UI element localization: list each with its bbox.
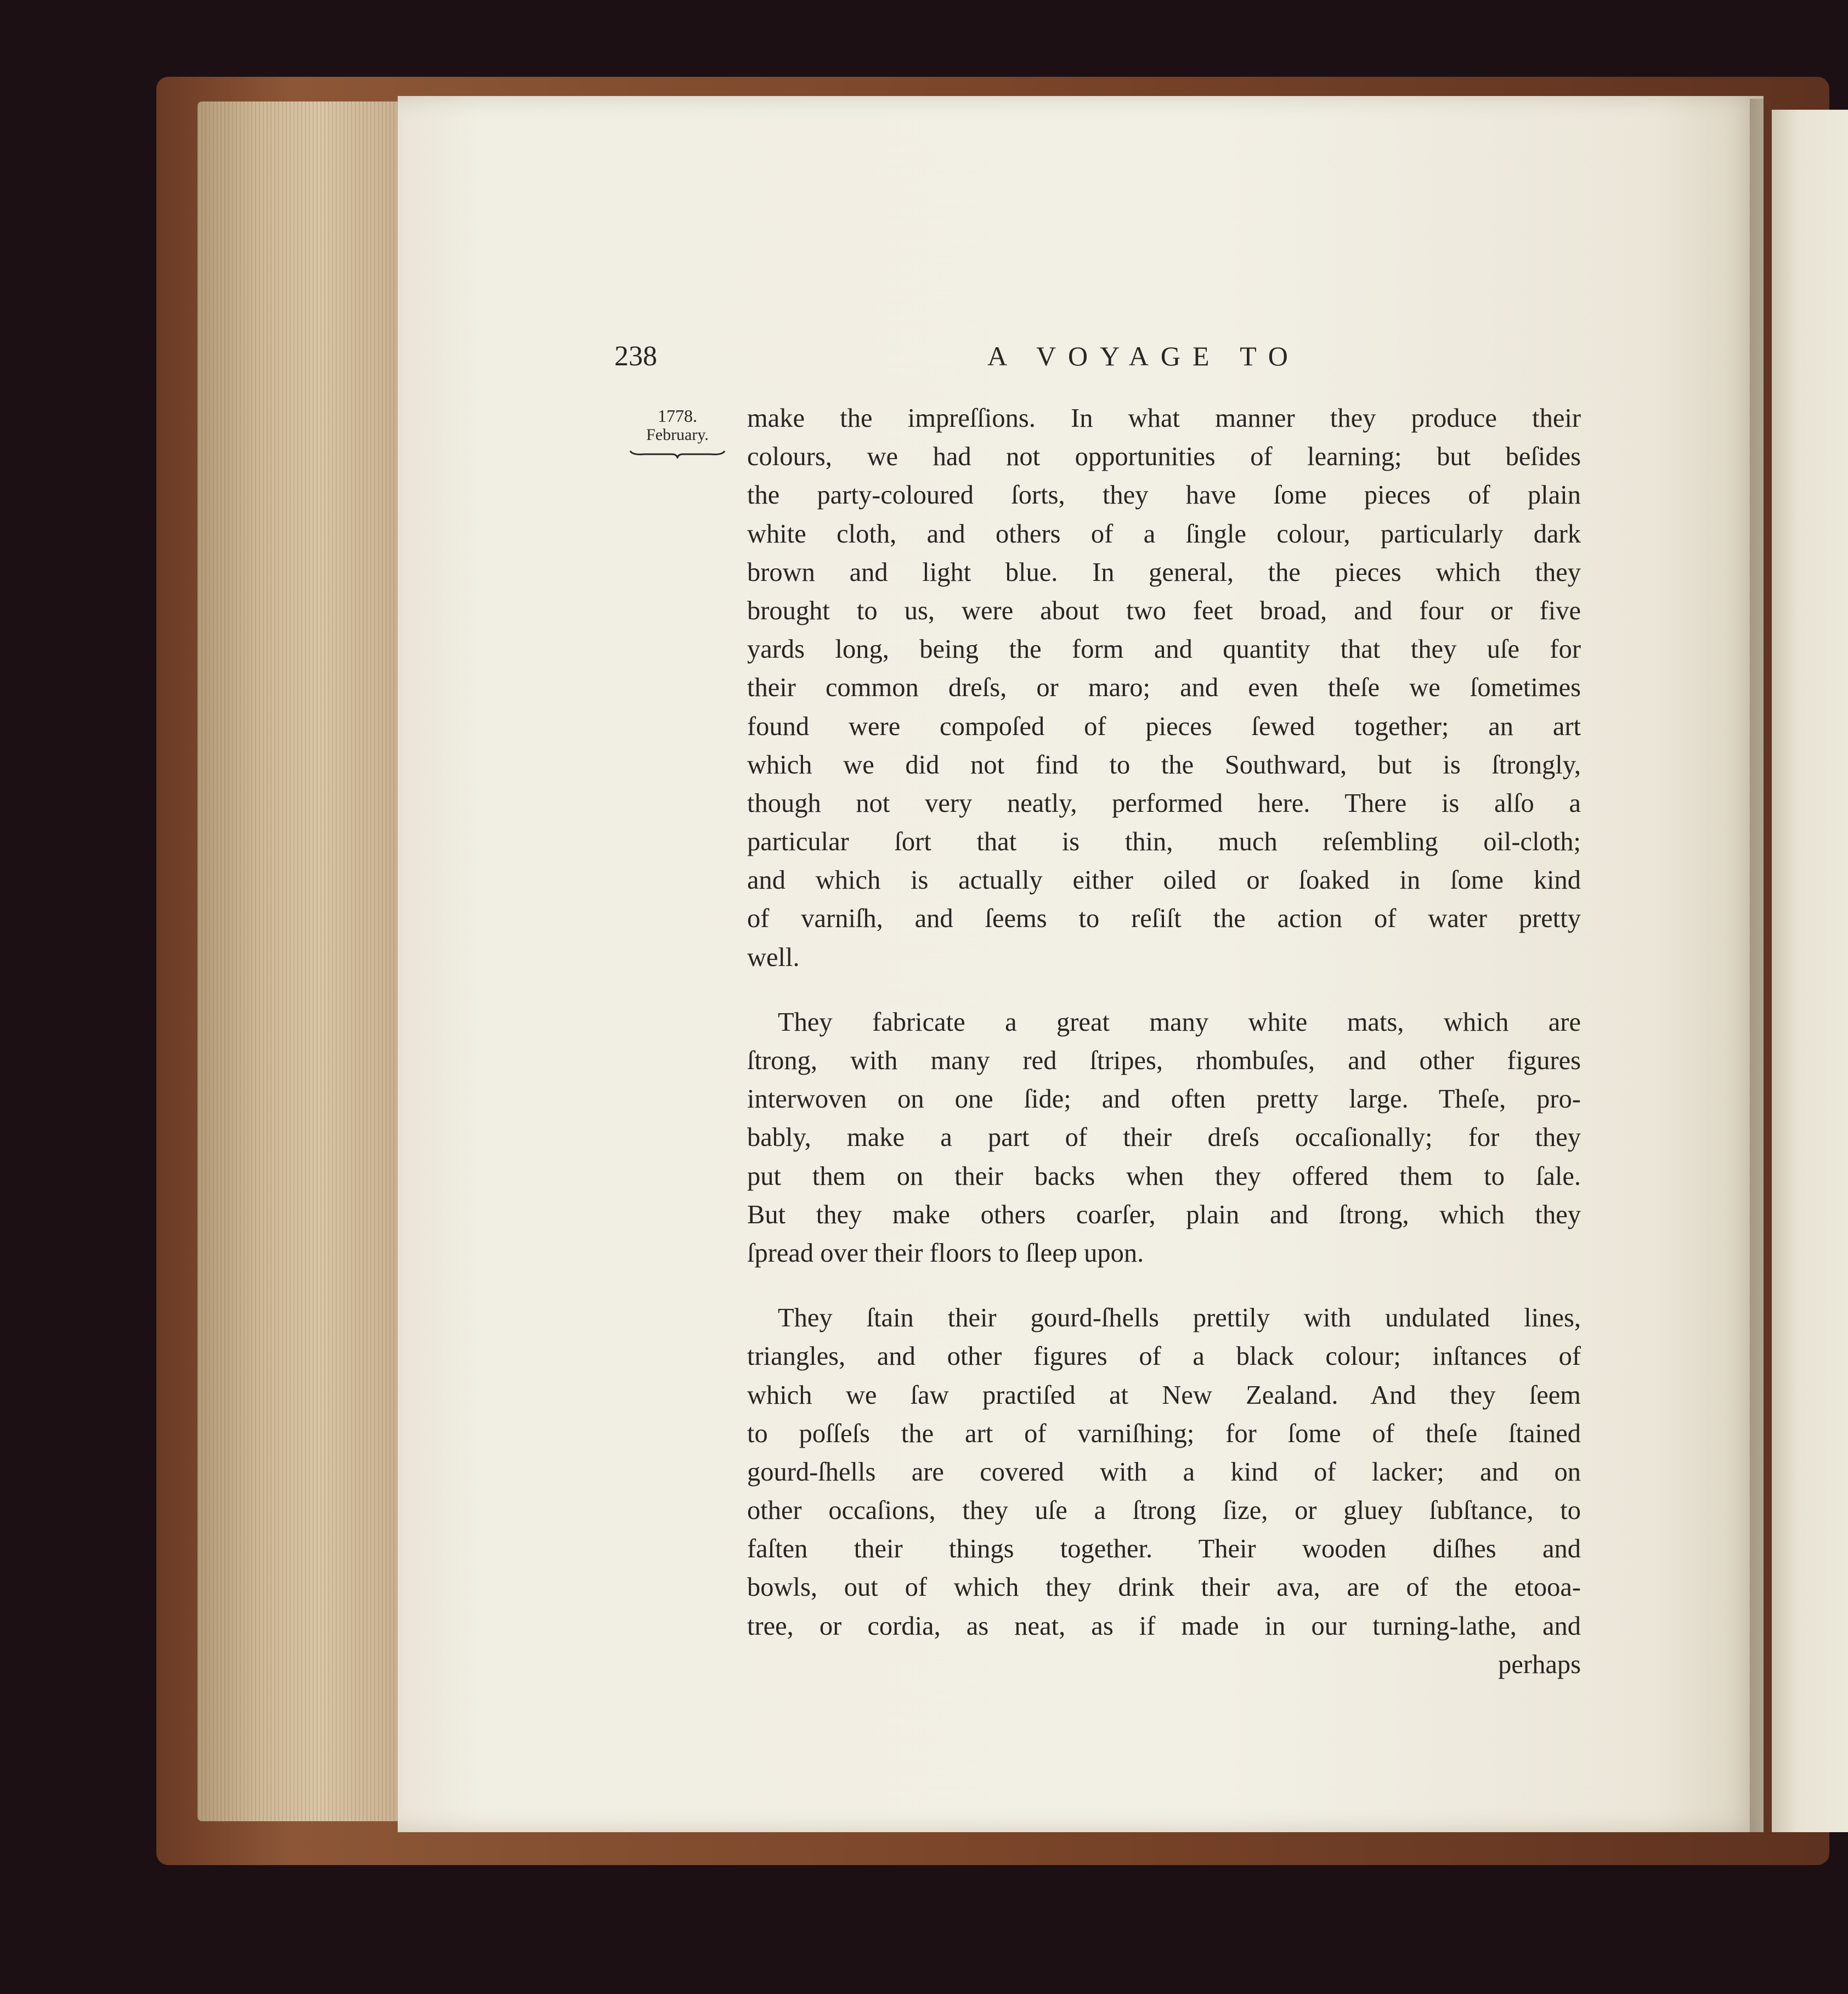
text-line: colours, we had not opportunities of learning; but beſides xyxy=(747,442,1581,472)
margin-note xyxy=(623,406,732,459)
text-line: though not very neatly, performed here. There is alſo a xyxy=(747,788,1581,818)
text-line: their common dreſs, or maro; and even theſe we ſometimes xyxy=(747,673,1581,703)
text-line: triangles, and other figures of a black colour; inſtances of xyxy=(747,1342,1581,1371)
brace-ornament xyxy=(628,448,727,459)
text-line: which we ſaw practiſed at New Zealand. And they ſeem xyxy=(747,1380,1581,1410)
text-line: particular ſort that is thin, much reſembling oil-cloth; xyxy=(747,827,1581,857)
page-number: 238 xyxy=(614,341,657,372)
text-line: make the impreſſions. In what manner they produce their xyxy=(747,404,1581,433)
text-line: white cloth, and others of a ſingle colour, particularly dark xyxy=(747,519,1581,549)
text-line: of varniſh, and ſeems to reſiſt the action of water pretty xyxy=(747,904,1581,934)
text-line: which we did not find to the Southward, but is ſtrongly, xyxy=(747,750,1581,779)
text-line: brown and light blue. In general, the pieces which they xyxy=(747,557,1581,587)
text-line: yards long, being the form and quantity that they uſe for xyxy=(747,635,1581,664)
text-line: and which is actually either oiled or ſoaked in ſome kind xyxy=(747,866,1581,895)
gutter-shadow xyxy=(1750,99,1772,1832)
text-line: the party-coloured ſorts, they have ſome pieces of plain xyxy=(747,481,1581,510)
text-line: to poſſeſs the art of varniſhing; for ſome of theſe ſtained xyxy=(747,1419,1581,1448)
text-line: other occaſions, they uſe a ſtrong ſize, or gluey ſubſtance, to xyxy=(747,1496,1581,1526)
facing-page xyxy=(1772,110,1848,1832)
paragraph-3 xyxy=(747,1299,1581,1646)
text-line: well. xyxy=(747,942,800,972)
margin-month: February. xyxy=(646,426,709,444)
text-line: faſten their things together. Their wooden diſhes and xyxy=(747,1534,1581,1564)
text-line: found were compoſed of pieces ſewed together; an art xyxy=(747,711,1581,741)
paragraph-1 xyxy=(747,399,1581,977)
text-line: tree, or cordia, as neat, as if made in our turning-lathe, and xyxy=(747,1611,1581,1641)
catchword: perhaps xyxy=(1498,1650,1581,1679)
text-line: bowls, out of which they drink their ava, are of the etooa- xyxy=(747,1573,1581,1602)
text-line: bably, make a part of their dreſs occaſionally; for they xyxy=(747,1123,1581,1153)
running-head xyxy=(614,340,1711,379)
text-line: brought to us, were about two feet broad, and four or five xyxy=(747,596,1581,625)
text-line: They ſtain their gourd-ſhells prettily with undulated lines, xyxy=(778,1303,1581,1333)
text-line: ſpread over their floors to ſleep upon. xyxy=(747,1238,1144,1268)
body-text xyxy=(747,399,1581,1684)
text-line: But they make others coarſer, plain and ſtrong, which they xyxy=(747,1200,1581,1229)
text-line: put them on their backs when they offered them to ſale. xyxy=(747,1161,1581,1191)
margin-year: 1778. xyxy=(658,406,697,426)
text-line: gourd-ſhells are covered with a kind of lacker; and on xyxy=(747,1457,1581,1487)
text-line: ſtrong, with many red ſtripes, rhombuſes, and other figures xyxy=(747,1046,1581,1075)
running-title: A VOYAGE TO xyxy=(987,341,1300,371)
text-line: They fabricate a great many white mats, which are xyxy=(778,1007,1581,1037)
paragraph-2 xyxy=(747,1003,1581,1273)
page-edges xyxy=(197,101,400,1821)
text-line: interwoven on one ſide; and often pretty large. Theſe, pro- xyxy=(747,1084,1581,1114)
